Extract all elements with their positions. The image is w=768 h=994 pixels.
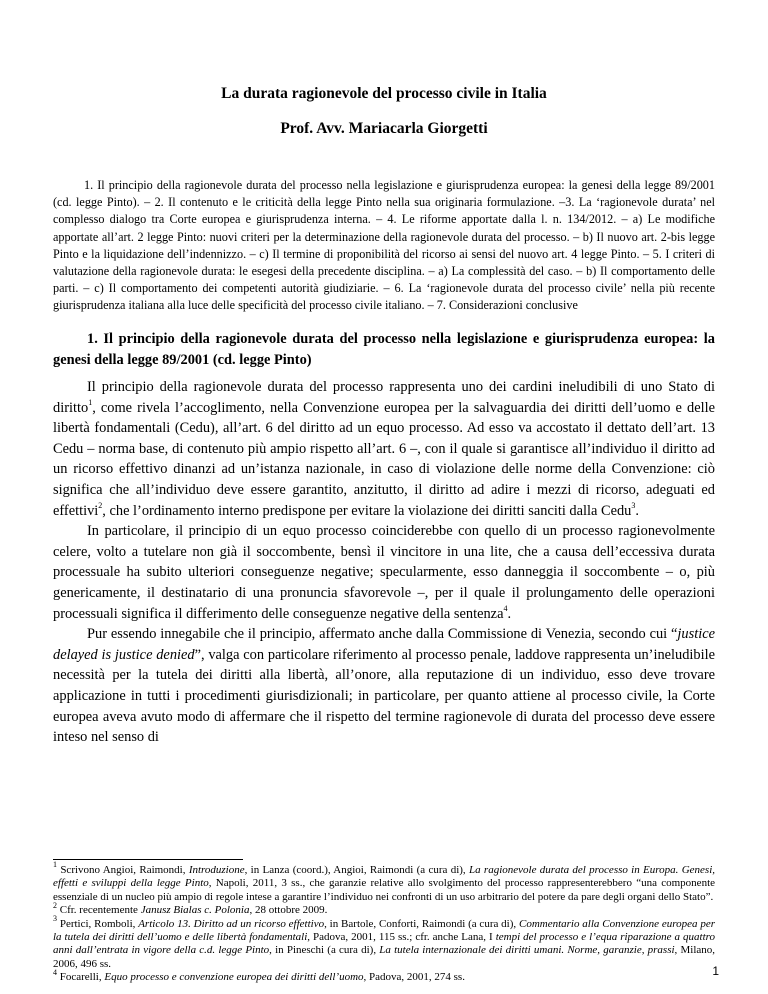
page-number: 1 <box>712 964 719 978</box>
paragraph-2: In particolare, il principio di un equo processo coinciderebbe con quello di un processo ragionevolmente celere, volto a tutelare non già il soccombente, bensì il vincitore in una lite, che a causa dell’eccessiva durata processuale ha subito ulteriori conseguenze negative; specularmente, esso danneggia il soccombente – o, più genericamente, il destinatario di una pronuncia sfavorevole –, per il quale il prolungamento delle operazioni processuali significa il differimento delle conseguenze negative della sentenza$^4$. <box>53 523 715 622</box>
paragraph-3: Pur essendo innegabile che il principio, affermato anche dalla Commissione di Venezia, secondo cui “justice delayed is justice denied”, valga con particolare riferimento al processo penale, laddove rappresenta un’ineludibile necessità per la tutela dei diritti alla libertà, all’onore, alla reputazione di un individuo, esso deve trovare applicazione in tutti i procedimenti giurisdizionali; in particolare, per quanto attiene al processo civile, la Corte europea aveva avuto modo di affermare che il rispetto del termine ragionevole di durata del processo deve essere inteso nel senso di <box>53 626 715 746</box>
footnote-2: $^2$ Cfr. recentemente Janusz Bialas c. Polonia, 28 ottobre 2009. <box>53 900 328 917</box>
footnote-3: $^3$ Pertici, Romboli, Articolo 13. Diritto ad un ricorso effettivo, in Bartole, Conforti, Raimondi (a cura di), Commentario alla Convenzione europea per la tutela dei diritti dell’uomo e delle libertà fondamentali, Padova, 2001, 115 ss.; cfr. anche Lana, I tempi del processo e l’equa riparazione a quattro anni dall’entrata in vigore della c.d. legge Pinto, in Pineschi (a cura di), La tutela internazionale dei diritti umani. Norme, garanzie, prassi, Milano, 2006, 496 ss. <box>53 913 716 970</box>
body-text <box>53 377 715 748</box>
footnote-ref-3[interactable]: 3 <box>631 500 636 510</box>
footnote-divider <box>53 859 243 860</box>
footnote-1: $^1$ Scrivono Angioi, Raimondi, Introduzione, in Lanza (coord.), Angioi, Raimondi (a cura di), La ragionevole durata del processo in Europa. Genesi, effetti e sviluppi della legge Pinto, Napoli, 2011, 3 ss., che garanzie relative allo svolgimento del processo rappresenterebbero “una componente essenziale di un nucleo più ampio di regole intese a garantire l’individuo nei confronti di un uso arbitrario del potere da pare degli organi dello Stato”. <box>53 860 716 903</box>
section-heading-text: 1. Il principio della ragionevole durata del processo nella legislazione e giurisprudenza europea: la genesi della legge 89/2001 (cd. legge Pinto) <box>53 331 715 368</box>
section-heading <box>53 329 715 371</box>
footnotes <box>53 860 716 985</box>
summary-text: 1. Il principio della ragionevole durata del processo nella legislazione e giurisprudenza europea: la genesi della legge 89/2001 (cd. legge Pinto). – 2. Il contenuto e le criticità della legge Pinto nella sua originaria formulazione. –3. La ‘ragionevole durata’ nel complesso dialogo tra Corte europea e giurisprudenza interna. – 4. Le riforme apportate dalla l. n. 134/2012. – a) Le modifiche apportate all’art. 2 legge Pinto: nuovi criteri per la determinazione della ragionevole durata del processo. – b) Il nuovo art. 2-bis legge Pinto e la liquidazione dell’indennizzo. – c) Il termine di proponibilità del ricorso ai sensi del nuovo art. 4 legge Pinto. – 5. I criteri di valutazione della ragionevole durata: le esegesi della precedente disciplina. – a) La complessità del caso. – b) Il comportamento delle parti. – c) Il comportamento dei competenti autorità giudiziarie. – 6. La ‘ragionevole durata del processo civile’ nella più recente giurisprudenza italiana alla luce delle specificità del processo civile italiano. – 7. Considerazioni conclusive <box>53 178 715 313</box>
footnote-ref-2[interactable]: 2 <box>98 500 103 510</box>
footnote-ref-4[interactable]: 4 <box>503 603 508 613</box>
document-title: La durata ragionevole del processo civile in Italia <box>221 85 547 102</box>
footnote-ref-1[interactable]: 1 <box>88 397 93 407</box>
footnote-4: $^4$ Focarelli, Equo processo e convenzione europea dei diritti dell’uomo, Padova, 2001, 274 ss. <box>53 967 465 984</box>
table-of-contents-summary <box>53 177 715 315</box>
document-author: Prof. Avv. Mariacarla Giorgetti <box>280 120 488 137</box>
paragraph-1: Il principio della ragionevole durata del processo rappresenta uno dei cardini ineludibili di uno Stato di diritto$^1$, come rivela l’accoglimento, nella Convenzione europea per la salvaguardia dei diritti dell’uomo e delle libertà fondamentali (Cedu), all’art. 6 del diritto ad un equo processo. Ad esso va accostato il dettato dell’art. 13 Cedu – norma base, di contenuto più ampio rispetto all’art. 6 –, con il quale si garantisce all’individuo il diritto ad un ricorso effettivo dinanzi ad un’istanza nazionale, in caso di violazione delle norme della Convenzione: ciò significa che all’individuo deve essere garantito, anzitutto, il diritto ad adire i mezzi di ricorso, adeguati ed effettivi$^2$, che l’ordinamento interno predispone per evitare la violazione dei diritti sanciti dalla Cedu$^3$. <box>53 379 715 519</box>
quote-text: justice delayed is justice denied <box>53 626 715 663</box>
